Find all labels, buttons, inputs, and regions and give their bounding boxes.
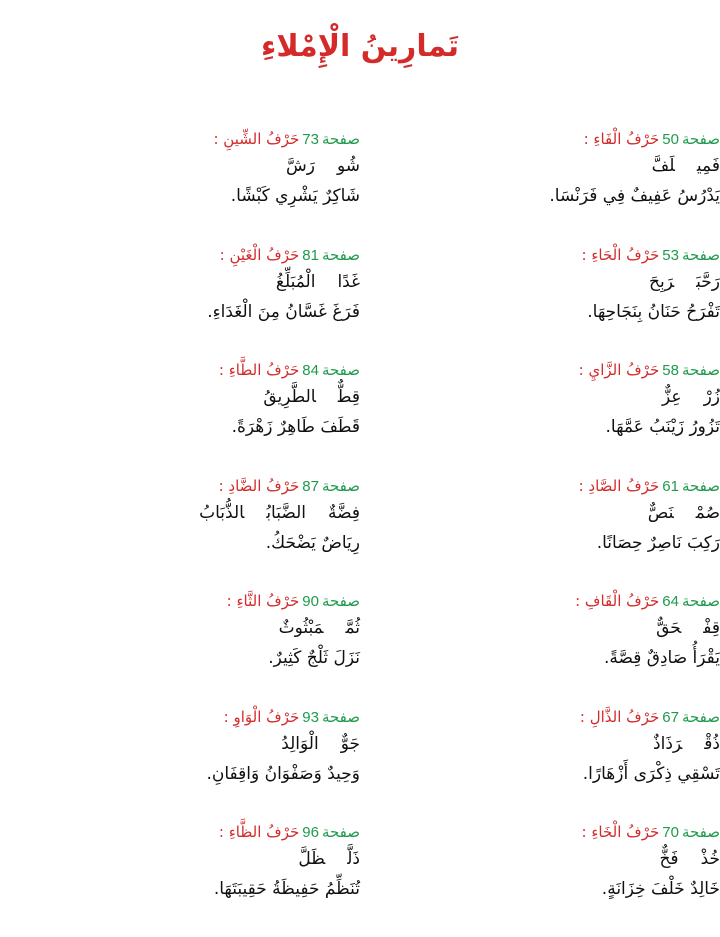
sentence-line: يَقْرَأُ صَادِقٌ قِصَّةً.	[603, 648, 720, 668]
word: ظَلَّ	[298, 849, 326, 869]
word: نَصٌّ	[647, 502, 674, 523]
word-line	[380, 151, 720, 181]
page-number: 93	[302, 708, 319, 726]
page-number: 90	[302, 593, 319, 610]
page-label: صفحة	[681, 707, 720, 726]
page-label: صفحة	[321, 476, 360, 495]
page-label: صفحة	[321, 361, 360, 379]
word-line	[60, 498, 360, 528]
sentence-line: رَكِبَ نَاصِرٌ حِصَانًا.	[596, 532, 720, 553]
exercise-block	[380, 706, 720, 822]
page-label: صفحة	[321, 130, 360, 148]
exercise-block	[60, 128, 360, 244]
sentence-line: فَرَغَ غَسَّانُ مِنَ الْغَدَاءِ.	[207, 301, 360, 322]
word: فَخٌّ	[659, 849, 679, 869]
word: قِطٌّ	[337, 387, 360, 407]
page-label: صفحة	[681, 592, 720, 610]
word: صُمْ	[695, 502, 720, 523]
word-line	[380, 382, 720, 412]
page-title: تَمارِينُ الْإِمْلاءِ	[261, 29, 459, 64]
word: مَبْثُوثٌ	[278, 618, 324, 638]
word-line	[60, 729, 360, 759]
word: جَوٌّ	[340, 733, 360, 754]
word: حَقٌّ	[656, 618, 682, 638]
word: رَحَّبَ	[696, 271, 720, 292]
word-line	[60, 613, 360, 643]
letter-heading: حَرْفُ الْقَافِ :	[575, 592, 660, 610]
word-line	[380, 267, 720, 297]
sentence-line: وَحِيدٌ وَصَفْوَانُ وَاقِفَانِ.	[206, 763, 360, 784]
exercise-block	[60, 359, 360, 475]
word-line	[380, 498, 720, 528]
page-number: 81	[302, 246, 319, 264]
page-number: 73	[302, 131, 319, 148]
exercise-block	[60, 244, 360, 360]
letter-heading: حَرْفُ الذَّالِ :	[579, 707, 660, 726]
sentence-line: يَدْرُسُ عَفِيفٌ فِي فَرَنْسَا.	[549, 186, 720, 206]
word-line	[380, 729, 720, 759]
letter-heading: حَرْفُ الْفَاءِ :	[583, 130, 660, 148]
sentence-line: نَزَلَ ثَلْجٌ كَثِيرٌ.	[268, 648, 360, 668]
word: ذُقْ	[704, 733, 720, 754]
word-line	[60, 382, 360, 412]
exercise-block	[60, 706, 360, 822]
word: الْمُبَلِّغُ	[275, 271, 316, 292]
word-line	[60, 844, 360, 874]
exercise-header	[60, 706, 360, 729]
letter-heading: حَرْفُ الْوَاوِ :	[223, 707, 300, 726]
page-label: صفحة	[681, 245, 720, 264]
exercise-header	[60, 590, 360, 613]
page-label: صفحة	[321, 823, 360, 841]
word: رَذَاذٌ	[653, 733, 683, 754]
letter-heading: حَرْفُ الظَّاءِ :	[218, 823, 300, 841]
letter-heading: حَرْفُ الْخَاءِ :	[581, 823, 660, 841]
exercise-header	[60, 475, 360, 498]
exercise-block	[380, 359, 720, 475]
word: خُذْ	[700, 849, 720, 869]
sentence-line: تَفْرَحُ حَنَانُ بِنَجَاحِهَا.	[587, 301, 720, 322]
page-label: صفحة	[321, 245, 360, 264]
exercise-header	[60, 359, 360, 382]
word: قِفْ	[703, 618, 720, 638]
letter-heading: حَرْفُ الشِّينِ :	[213, 130, 300, 148]
word: الطَّرِيقُ	[263, 387, 316, 407]
exercise-header	[380, 244, 720, 267]
exercise-block	[380, 590, 720, 706]
word: ثُمَّ	[345, 618, 360, 638]
page-label: صفحة	[681, 823, 720, 841]
word: فِضَّةٌ	[328, 502, 360, 523]
letter-heading: حَرْفُ الثَّاءِ :	[226, 592, 300, 610]
letter-heading: حَرْفُ الضَّادِ :	[218, 476, 300, 495]
letter-heading: حَرْفُ الْغَيْنِ :	[219, 245, 300, 264]
left-column	[60, 128, 360, 937]
page-number: 53	[662, 246, 679, 264]
page-number: 67	[662, 708, 679, 726]
letter-heading: حَرْفُ الصَّادِ :	[578, 476, 660, 495]
word: الذُّبَابُ	[199, 502, 245, 523]
page-number: 64	[662, 593, 679, 610]
exercise-block	[60, 590, 360, 706]
letter-heading: حَرْفُ الْحَاءِ :	[581, 245, 660, 264]
word: شُو	[336, 156, 360, 176]
page-number: 96	[302, 824, 319, 841]
letter-heading: حَرْفُ الزَّايِ :	[578, 361, 660, 379]
exercise-block	[380, 475, 720, 591]
page-number: 58	[662, 362, 679, 379]
exercise-header	[380, 821, 720, 844]
sentence-line: قَطَفَ طَاهِرٌ زَهْرَةً.	[231, 417, 360, 437]
word-line	[60, 267, 360, 297]
word: فَمِي	[696, 156, 720, 176]
sentence-line: رِيَاضٌ يَضْحَكُ.	[265, 532, 360, 553]
exercise-header	[380, 590, 720, 613]
exercise-block	[60, 821, 360, 937]
page-label: صفحة	[321, 707, 360, 726]
page-number: 70	[662, 824, 679, 841]
exercise-header	[60, 244, 360, 267]
sentence-line: تَزُورُ زَيْنَبُ عَمَّهَا.	[605, 417, 720, 437]
sentence-line: خَالِدٌ خَلْفَ خِزَانَةٍ.	[601, 879, 720, 899]
word: الْوَالِدُ	[281, 733, 319, 754]
word: لَفَّ	[651, 156, 675, 176]
page-label: صفحة	[681, 361, 720, 379]
exercise-header	[380, 359, 720, 382]
right-column	[380, 128, 720, 937]
word: رَشَّ	[286, 156, 315, 176]
word: ذَلَّ	[347, 849, 360, 869]
page-number: 50	[662, 131, 679, 148]
exercise-header	[60, 821, 360, 844]
word: زُرْ	[703, 387, 720, 407]
exercise-header	[380, 128, 720, 151]
page-label: صفحة	[321, 592, 360, 610]
page-label: صفحة	[681, 476, 720, 495]
page-number: 87	[302, 477, 319, 495]
letter-heading: حَرْفُ الطَّاءِ :	[218, 361, 300, 379]
sentence-line: تُنَظِّمُ حَفِيظَةُ حَقِيبَتَهَا.	[213, 879, 360, 899]
sentence-line: شَاكِرٌ يَشْرِي كَبْشًا.	[230, 186, 360, 206]
word-line	[380, 844, 720, 874]
page-label: صفحة	[681, 130, 720, 148]
exercise-block	[380, 244, 720, 360]
word: عِزٌّ	[662, 387, 682, 407]
exercise-header	[60, 128, 360, 151]
word-line	[60, 151, 360, 181]
exercise-block	[380, 128, 720, 244]
sentence-line: تَسْقِي ذِكْرَى أَزْهَارًا.	[582, 763, 720, 784]
word-line	[380, 613, 720, 643]
exercise-header	[380, 475, 720, 498]
word: الضَّبَابُ	[266, 502, 307, 523]
page-number: 61	[662, 477, 679, 495]
exercise-block	[60, 475, 360, 591]
exercise-header	[380, 706, 720, 729]
word: رَبِحَ	[649, 271, 675, 292]
page-number: 84	[302, 362, 319, 379]
exercise-block	[380, 821, 720, 937]
word: غَدًا	[337, 271, 360, 292]
